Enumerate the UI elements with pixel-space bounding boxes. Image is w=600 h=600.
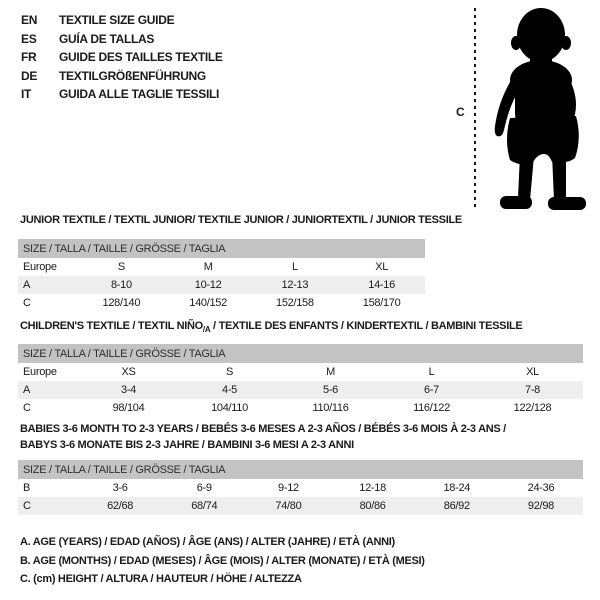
table-cell: 140/152 — [189, 297, 227, 309]
table-cell: XS — [121, 366, 136, 378]
lang-row-it — [21, 85, 223, 104]
lang-code: EN — [21, 13, 38, 28]
lang-row-fr — [21, 48, 223, 67]
table-row-height — [18, 294, 425, 312]
size-header-band: SIZE / TALLA / TAILLE / GRÖSSE / TAGLIA — [18, 239, 425, 258]
title-subscript: /A — [202, 325, 211, 335]
table-cell: 10-12 — [194, 279, 222, 291]
table-cell: 110/116 — [312, 402, 349, 414]
title-text: / TEXTILE DES ENFANTS / KINDERTEXTIL / BAMBINI TESSILE — [210, 320, 523, 332]
children-table-title — [20, 318, 522, 338]
table-cell: 128/140 — [102, 297, 141, 309]
table-cell: 80/86 — [359, 500, 386, 512]
table-cell: 62/68 — [107, 500, 134, 512]
lang-row-es — [21, 30, 223, 49]
table-cell: L — [291, 261, 298, 273]
table-cell: 152/158 — [276, 297, 314, 309]
table-cell: 122/128 — [513, 402, 552, 414]
lang-code: DE — [21, 68, 38, 83]
height-measure-dashed-line — [474, 8, 476, 210]
table-cell: 92/98 — [527, 500, 554, 512]
table-cell: 4-5 — [222, 384, 237, 396]
table-cell: 6-7 — [424, 384, 439, 396]
babies-table — [18, 460, 583, 515]
table-cell: 24-36 — [527, 482, 555, 494]
table-row-height — [18, 497, 583, 515]
baby-figure — [450, 0, 600, 220]
table-cell: B — [23, 482, 31, 494]
table-cell: 9-12 — [278, 482, 299, 494]
title-line: BABYS 3-6 MONATE BIS 2-3 JAHRE / BAMBINI 3-6 MESI A 2-3 ANNI — [20, 439, 354, 451]
junior-table-title: JUNIOR TEXTILE / TEXTIL JUNIOR/ TEXTILE JUNIOR / JUNIORTEXTIL / JUNIOR TESSILE — [20, 214, 462, 226]
table-row-height — [18, 399, 583, 417]
table-cell: 7-8 — [525, 384, 540, 396]
size-header-band: SIZE / TALLA / TAILLE / GRÖSSE / TAGLIA — [18, 344, 583, 363]
lang-label: TEXTILGRÖßENFÜHRUNG — [59, 68, 206, 83]
table-cell: C — [23, 297, 31, 309]
lang-code: IT — [21, 87, 32, 102]
children-table — [18, 344, 583, 417]
title-line: BABIES 3-6 MONTH TO 2-3 YEARS / BEBÉS 3-6 MESES A 2-3 AÑOS / BÉBÉS 3-6 MOIS À 2-3 ANS / — [20, 423, 506, 435]
table-cell: A — [23, 384, 31, 396]
table-cell: M — [203, 261, 213, 273]
table-cell: 3-4 — [121, 384, 136, 396]
table-cell: 6-9 — [196, 482, 212, 494]
note-age-months: B. AGE (MONTHS) / EDAD (MESES) / ÂGE (MOIS) / ALTER (MONATE) / ETÀ (MESI) — [20, 554, 425, 567]
table-cell: 98/104 — [112, 402, 145, 414]
language-legend — [21, 11, 223, 104]
table-cell: 86/92 — [443, 500, 470, 512]
table-cell: 14-16 — [368, 279, 395, 291]
babies-table-title — [20, 421, 506, 453]
lang-label: TEXTILE SIZE GUIDE — [59, 13, 175, 28]
table-row-europe — [18, 363, 583, 381]
lang-code: ES — [21, 31, 37, 46]
table-cell: 74/80 — [275, 500, 302, 512]
table-cell: Europe — [23, 366, 57, 378]
table-row-age-months — [18, 479, 583, 497]
lang-label: GUIDE DES TAILLES TEXTILE — [59, 50, 223, 65]
lang-label: GUÍA DE TALLAS — [59, 31, 155, 46]
table-cell: S — [225, 366, 234, 378]
table-row-age — [18, 381, 583, 399]
table-cell: 104/110 — [211, 402, 248, 414]
title-text: CHILDREN'S TEXTILE / TEXTIL NIÑO — [20, 320, 203, 332]
table-row-europe — [18, 258, 425, 276]
table-cell: A — [23, 279, 31, 291]
height-measure-label: C — [456, 105, 465, 119]
note-age-years: A. AGE (YEARS) / EDAD (AÑOS) / ÂGE (ANS) / ALTER (JAHRE) / ETÀ (ANNI) — [20, 536, 395, 549]
table-cell: 68/74 — [191, 500, 218, 512]
table-cell: 158/170 — [362, 297, 401, 309]
table-cell: L — [428, 366, 435, 378]
table-cell: Europe — [23, 261, 57, 273]
legend-notes — [20, 533, 425, 589]
table-cell: C — [23, 402, 31, 414]
lang-row-de — [21, 67, 223, 86]
table-cell: 12-13 — [281, 279, 309, 291]
table-cell: 116/122 — [413, 402, 450, 414]
lang-row-en — [21, 11, 223, 30]
baby-silhouette-icon — [482, 4, 600, 214]
table-cell: M — [326, 366, 335, 378]
table-cell: 8-10 — [110, 279, 132, 291]
table-cell: 5-6 — [323, 384, 338, 396]
table-cell: XL — [375, 261, 389, 273]
lang-code: FR — [21, 50, 37, 65]
lang-label: GUIDA ALLE TAGLIE TESSILI — [59, 87, 220, 102]
table-cell: 18-24 — [443, 482, 471, 494]
table-cell: 3-6 — [112, 482, 128, 494]
table-row-age — [18, 276, 425, 294]
junior-table — [18, 239, 425, 312]
table-cell: 12-18 — [359, 482, 386, 494]
note-height-cm: C. (cm) HEIGHT / ALTURA / HAUTEUR / HÖHE / ALTEZZA — [20, 573, 302, 586]
table-cell: C — [23, 500, 31, 512]
table-cell: XL — [526, 366, 539, 378]
table-cell: S — [117, 261, 125, 273]
size-header-band: SIZE / TALLA / TAILLE / GRÖSSE / TAGLIA — [18, 460, 583, 479]
